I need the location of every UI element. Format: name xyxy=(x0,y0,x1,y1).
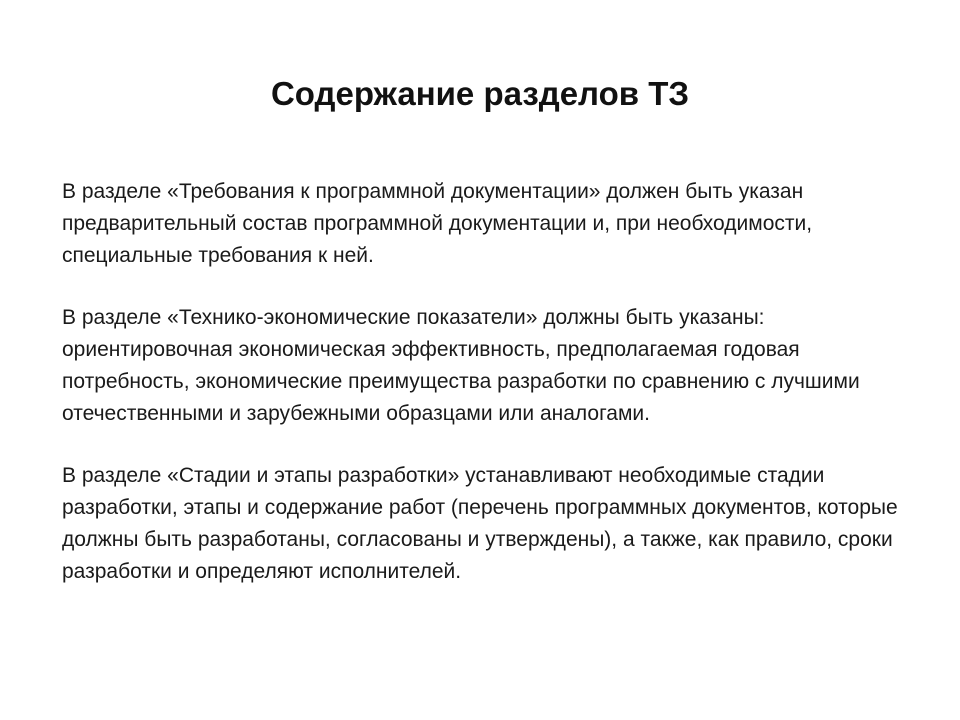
paragraph-economic-indicators: В разделе «Технико-экономические показатели» должны быть указаны: ориентировочная экономическая эффективность, предполагаемая годовая потребность, экономические преимущества разработки по сравнению с лучшими отечественными и зарубежными образцами или аналогами. xyxy=(62,306,860,425)
slide-body xyxy=(62,176,922,618)
paragraph-documentation-requirements: В разделе «Требования к программной документации» должен быть указан предварительный состав программной документации и, при необходимости, специальные требования к ней. xyxy=(62,180,813,267)
paragraph-development-stages: В разделе «Стадии и этапы разработки» устанавливают необходимые стадии разработки, этапы и содержание работ (перечень программных документов, которые должны быть разработаны, согласованы и утверждены), а также, как правило, сроки разработки и определяют исполнителей. xyxy=(62,464,898,583)
slide-title: Содержание разделов ТЗ xyxy=(270,75,690,112)
